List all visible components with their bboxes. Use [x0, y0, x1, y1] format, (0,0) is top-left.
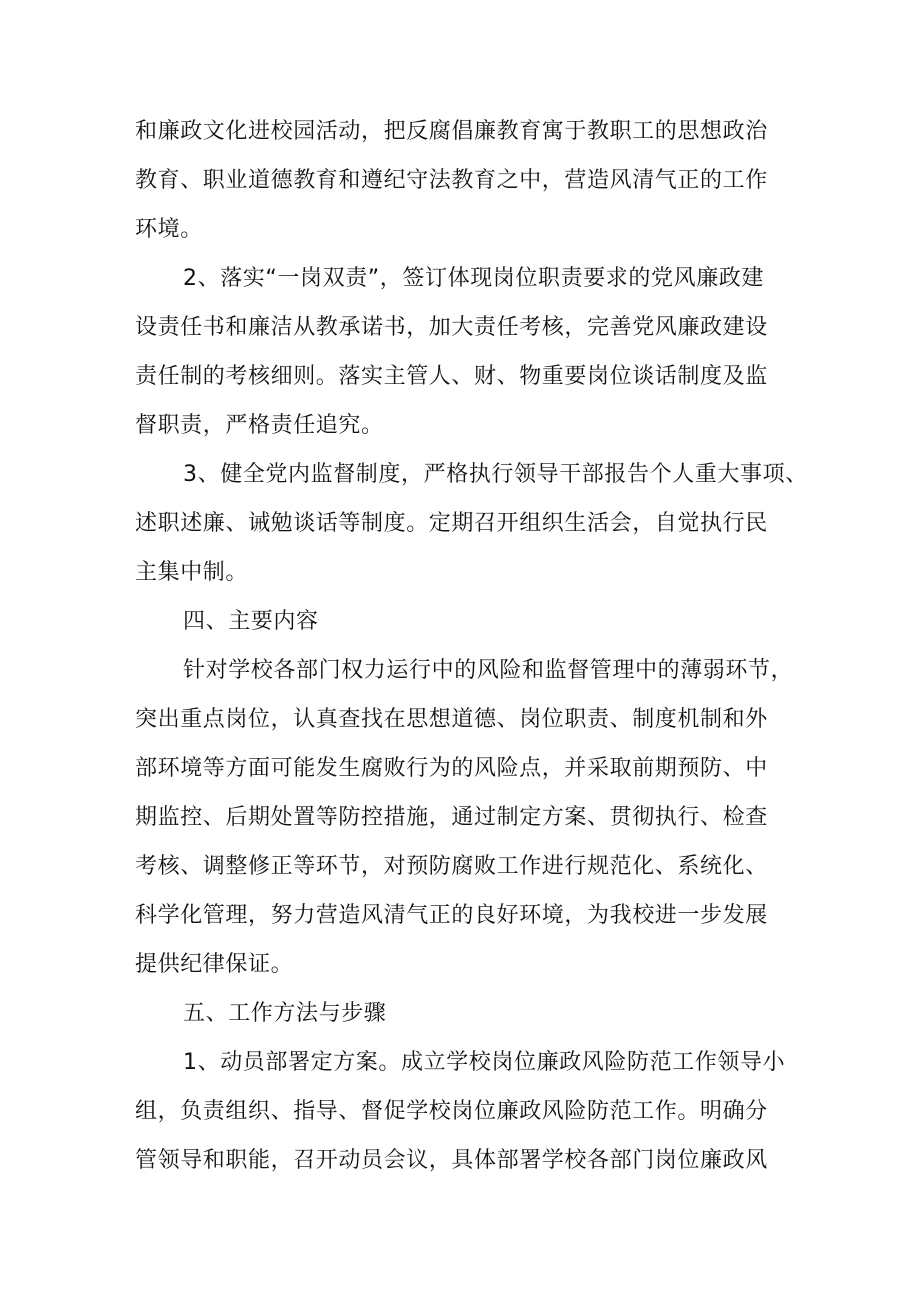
- section-heading: 五、工作方法与步骤: [183, 1001, 387, 1026]
- text-line: 主集中制。: [135, 560, 249, 585]
- text-line: 和廉政文化进校园活动，把反腐倡廉教育寓于教职工的思想政治: [135, 119, 768, 144]
- text-line: 部环境等方面可能发生腐败行为的风险点，并采取前期预防、中: [135, 756, 768, 781]
- text-line: 管领导和职能，召开动员会议，具体部署学校各部门岗位廉政风: [135, 1148, 768, 1173]
- text-line: 设责任书和廉洁从教承诺书，加大责任考核，完善党风廉政建设: [135, 315, 768, 340]
- text-line: 督职责，严格责任追究。: [135, 413, 384, 438]
- text-line: 科学化管理，努力营造风清气正的良好环境，为我校进一步发展: [135, 903, 768, 928]
- section-heading: 四、主要内容: [183, 609, 319, 634]
- text-line: 提供纪律保证。: [135, 952, 294, 977]
- text-line: 教育、职业道德教育和遵纪守法教育之中，营造风清气正的工作: [135, 168, 768, 193]
- text-line: 责任制的考核细则。落实主管人、财、物重要岗位谈话制度及监: [135, 364, 768, 389]
- text-line: 述职述廉、诫勉谈话等制度。定期召开组织生活会，自觉执行民: [135, 511, 768, 536]
- text-line: 期监控、后期处置等防控措施，通过制定方案、贯彻执行、检查: [135, 805, 768, 830]
- text-line: 针对学校各部门权力运行中的风险和监督管理中的薄弱环节，: [183, 658, 794, 683]
- text-line: 环境。: [135, 217, 203, 242]
- text-line: 考核、调整修正等环节，对预防腐败工作进行规范化、系统化、: [135, 854, 768, 879]
- text-line: 2、落实“一岗双责”，签订体现岗位职责要求的党风廉政建: [183, 266, 764, 291]
- text-line: 3、健全党内监督制度，严格执行领导干部报告个人重大事项、: [183, 462, 808, 487]
- text-line: 1、动员部署定方案。成立学校岗位廉政风险防范工作领导小: [183, 1050, 786, 1075]
- text-line: 组，负责组织、指导、督促学校岗位廉政风险防范工作。明确分: [135, 1099, 768, 1124]
- text-line: 突出重点岗位，认真查找在思想道德、岗位职责、制度机制和外: [135, 707, 768, 732]
